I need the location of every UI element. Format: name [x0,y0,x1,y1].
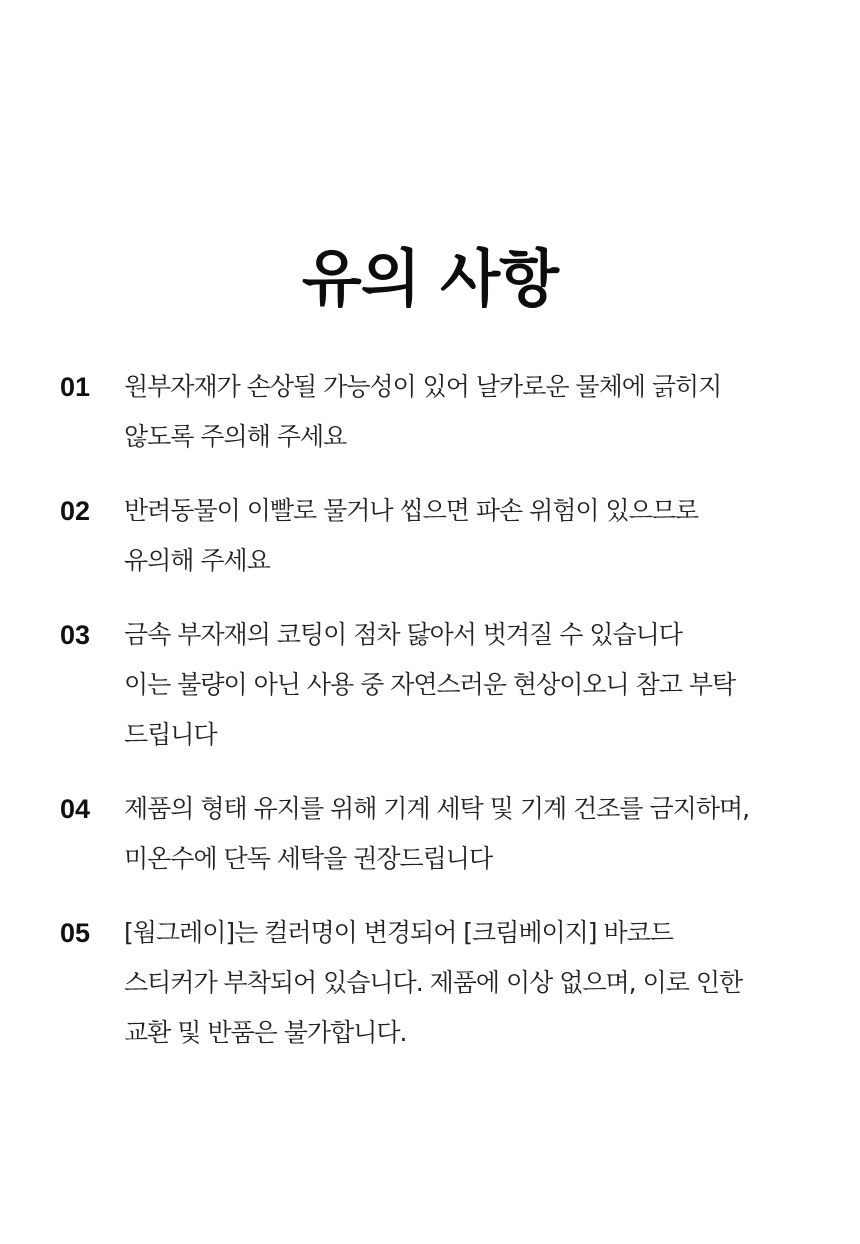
item-number: 04 [60,794,91,824]
item-number: 03 [60,620,91,650]
item-text [124,610,820,760]
item-line: 금속 부자재의 코팅이 점차 닳아서 벗겨질 수 있습니다 [124,620,682,649]
item-line: 반려동물이 이빨로 물거나 씹으면 파손 위험이 있으므로 [124,496,699,525]
item-text [124,486,820,586]
notice-item-02 [60,486,820,586]
item-text [124,784,820,884]
item-number: 01 [60,372,91,402]
item-line: 이는 불량이 아닌 사용 중 자연스러운 현상이오니 참고 부탁 [124,670,736,699]
item-number: 02 [60,496,91,526]
item-line: 교환 및 반품은 불가합니다. [124,1018,407,1047]
item-line: 미온수에 단독 세탁을 권장드립니다 [124,844,493,873]
notice-item-04 [60,784,820,884]
notice-list [60,362,820,1082]
notice-item-03 [60,610,820,760]
item-line: 원부자재가 손상될 가능성이 있어 날카로운 물체에 긁히지 [124,372,722,401]
item-line: 드립니다 [124,720,217,749]
item-line: 제품의 형태 유지를 위해 기계 세탁 및 기계 건조를 금지하며, [124,794,750,823]
item-line: [웜그레이]는 컬러명이 변경되어 [크림베이지] 바코드 [124,918,673,947]
item-line: 않도록 주의해 주세요 [124,422,347,451]
item-text [124,908,820,1058]
item-number: 05 [60,918,91,948]
page-title: 유의 사항 [301,241,559,315]
notice-item-01 [60,362,820,462]
item-line: 스티커가 부착되어 있습니다. 제품에 이상 없으며, 이로 인한 [124,968,743,997]
item-line: 유의해 주세요 [124,546,270,575]
notice-item-05 [60,908,820,1058]
item-text [124,362,820,462]
